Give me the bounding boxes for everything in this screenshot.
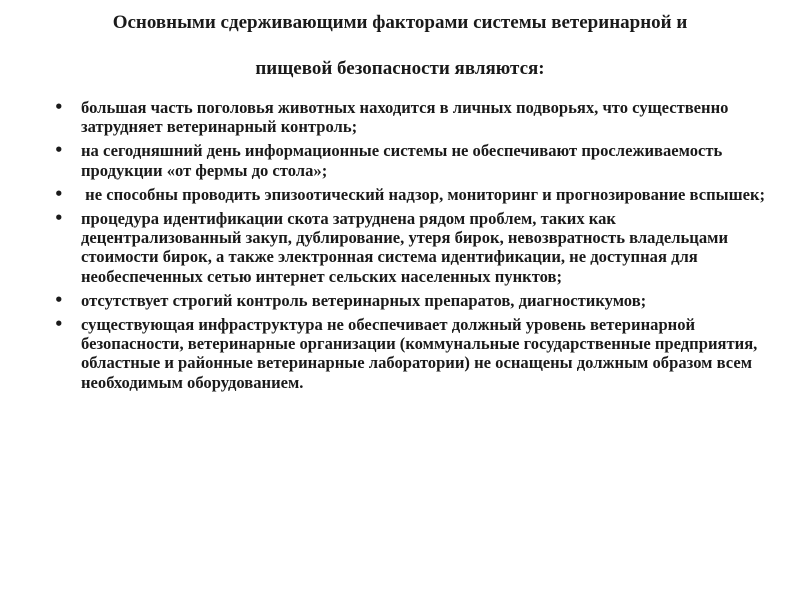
- bullet-item: [44, 315, 774, 392]
- bullet-item: [44, 291, 774, 310]
- bullet-text: процедура идентификации скота затруднена рядом проблем, таких как децентрализованный закуп, дублирование, утеря бирок, невозвратность владельцами стоимости бирок, а также электронная система идентификации, не доступная для необеспеченных сетью интернет сельских населенных пунктов;: [81, 209, 733, 286]
- bullet-dot-icon: •: [54, 290, 64, 309]
- bullet-item: [44, 141, 774, 179]
- bullet-dot-icon: •: [54, 98, 64, 116]
- bullet-dot-icon: •: [54, 209, 64, 228]
- bullet-list: [44, 98, 774, 397]
- bullet-text: на сегодняшний день информационные системы не обеспечивают прослеживаемость продукции «от фермы до стола»;: [81, 141, 727, 180]
- bullet-item: [44, 209, 774, 286]
- bullet-dot-icon: •: [54, 184, 64, 203]
- bullet-dot-icon: •: [54, 315, 64, 334]
- bullet-dot-icon: •: [54, 141, 64, 160]
- bullet-item: [44, 185, 774, 204]
- bullet-item: [44, 98, 774, 136]
- bullet-text: отсутствует строгий контроль ветеринарных препаратов, диагностикумов;: [81, 290, 647, 310]
- bullet-text: большая часть поголовья животных находится в личных подворьях, что существенно затрудняет ветеринарный контроль;: [81, 98, 733, 137]
- bullet-text: не способны проводить эпизоотический надзор, мониторинг и прогнозирование вспышек;: [81, 184, 766, 204]
- slide-title-line-1: Основными сдерживающими факторами системы ветеринарной и: [112, 12, 688, 33]
- bullet-text: существующая инфраструктура не обеспечивает должный уровень ветеринарной безопасности, ветеринарные организации (коммунальные государственные предприятия, областные и районные ветеринарные лаборатории) не оснащены должным образом всем необходимым оборудованием.: [81, 315, 762, 392]
- slide-title-line-2: пищевой безопасности являются:: [255, 58, 545, 79]
